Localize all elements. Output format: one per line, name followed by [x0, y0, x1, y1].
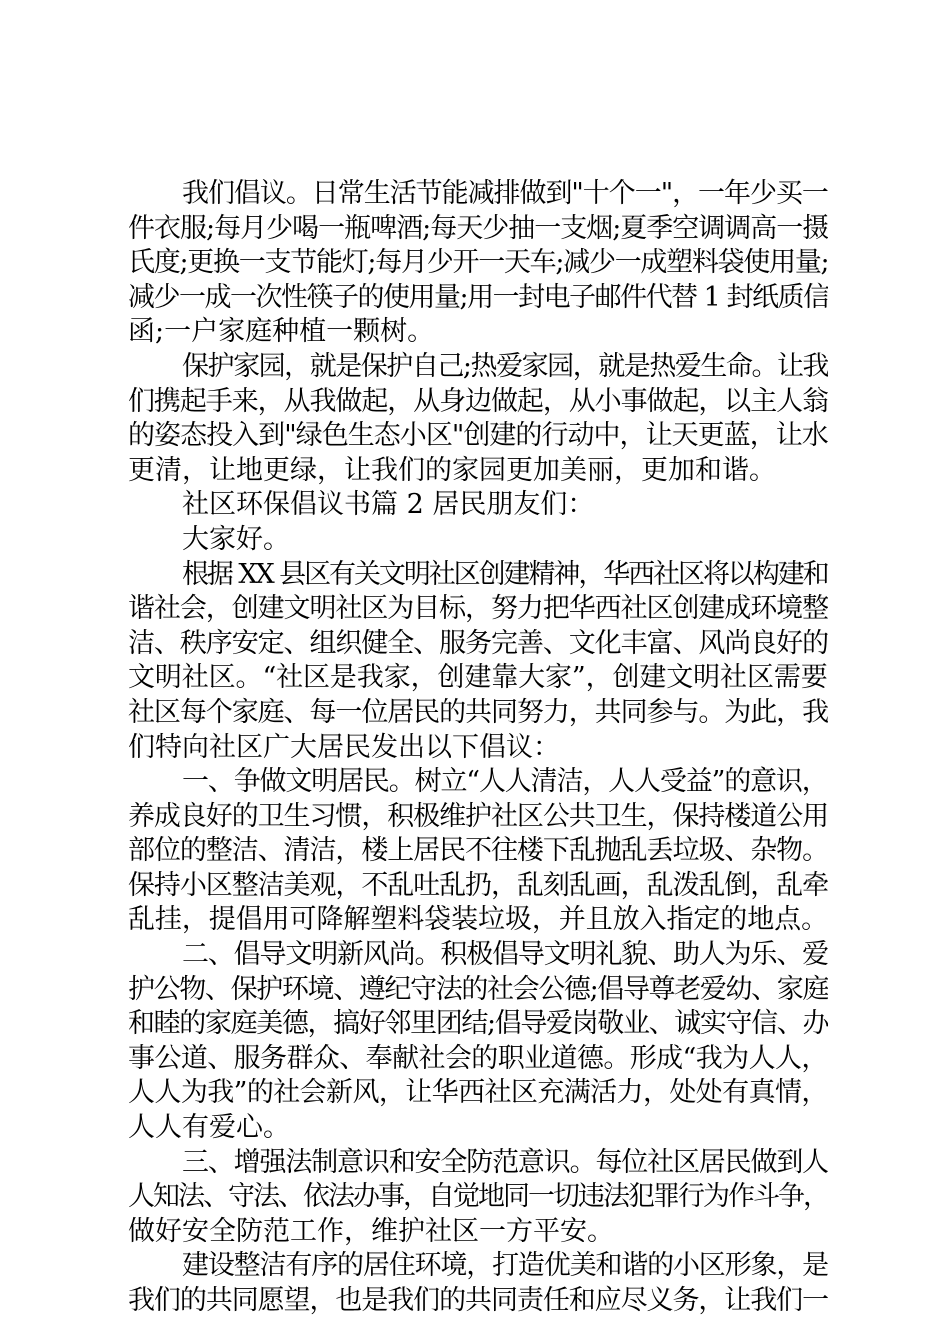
text-line: 乱挂，提倡用可降解塑料袋装垃圾，并且放入指定的地点。 — [128, 904, 828, 936]
paragraph — [128, 765, 828, 938]
text-line: 养成良好的卫生习惯，积极维护社区公共卫生，保持楼道公用 — [128, 800, 828, 832]
paragraph — [128, 523, 828, 558]
text-line: 文明社区。“社区是我家，创建靠大家”，创建文明社区需要 — [128, 662, 828, 694]
paragraph — [128, 938, 828, 1146]
text-line: 人知法、守法、依法办事，自觉地同一切违法犯罪行为作斗争， — [128, 1181, 828, 1213]
paragraph — [128, 488, 828, 523]
paragraph — [128, 1249, 828, 1318]
paragraph — [128, 558, 828, 766]
text-line: 我们倡议。日常生活节能减排做到"十个一"，一年少买一 — [182, 178, 828, 209]
text-line: 根据 XX 县区有关文明社区创建精神，华西社区将以构建和 — [182, 558, 828, 590]
text-line: 我们的共同愿望，也是我们的共同责任和应尽义务，让我们一 — [128, 1285, 828, 1316]
text-line: 保护家园，就是保护自己;热爱家园，就是热爱生命。让我 — [182, 350, 828, 382]
text-line: 氏度;更换一支节能灯;每月少开一天车;减少一成塑料袋使用量; — [128, 247, 828, 279]
text-line: 三、增强法制意识和安全防范意识。每位社区居民做到人 — [182, 1146, 828, 1178]
paragraph — [128, 177, 828, 350]
text-line: 社区环保倡议书篇 2 居民朋友们： — [182, 489, 595, 521]
text-line: 部位的整洁、清洁，楼上居民不往楼下乱抛乱丢垃圾、杂物。 — [128, 835, 828, 867]
text-line: 谐社会，创建文明社区为目标，努力把华西社区创建成环境整 — [128, 593, 828, 625]
text-line: 建设整洁有序的居住环境，打造优美和谐的小区形象，是 — [182, 1250, 828, 1282]
text-line: 函;一户家庭种植一颗树。 — [128, 316, 435, 348]
text-line: 事公道、服务群众、奉献社会的职业道德。形成“我为人人， — [128, 1042, 828, 1074]
text-line: 们特向社区广大居民发出以下倡议： — [128, 731, 560, 763]
text-line: 大家好。 — [182, 523, 290, 555]
document-body — [128, 177, 828, 1319]
text-line: 洁、秩序安定、组织健全、服务完善、文化丰富、风尚良好的 — [128, 627, 828, 659]
text-line: 们携起手来，从我做起，从身边做起，从小事做起，以主人翁 — [128, 385, 828, 417]
text-line: 人人为我”的社会新风，让华西社区充满活力，处处有真情， — [128, 1077, 828, 1109]
paragraph — [128, 1146, 828, 1250]
text-line: 减少一成一次性筷子的使用量;用一封电子邮件代替 1 封纸质信 — [128, 281, 828, 313]
text-line: 护公物、保护环境、遵纪守法的社会公德;倡导尊老爱幼、家庭 — [128, 973, 828, 1005]
text-line: 件衣服;每月少喝一瓶啤酒;每天少抽一支烟;夏季空调调高一摄 — [128, 212, 828, 244]
text-line: 的姿态投入到"绿色生态小区"创建的行动中，让天更蓝，让水 — [128, 420, 828, 452]
text-line: 和睦的家庭美德，搞好邻里团结;倡导爱岗敬业、诚实守信、办 — [128, 1008, 828, 1040]
text-line: 社区每个家庭、每一位居民的共同努力，共同参与。为此，我 — [128, 696, 828, 728]
text-line: 更清，让地更绿，让我们的家园更加美丽，更加和谐。 — [128, 454, 776, 486]
paragraph — [128, 350, 828, 488]
text-line: 人人有爱心。 — [128, 1112, 290, 1144]
text-line: 做好安全防范工作，维护社区一方平安。 — [128, 1215, 614, 1247]
text-line: 二、倡导文明新风尚。积极倡导文明礼貌、助人为乐、爱 — [182, 939, 828, 971]
text-line: 一、争做文明居民。树立“人人清洁，人人受益”的意识， — [182, 766, 828, 798]
text-line: 保持小区整洁美观，不乱吐乱扔，乱刻乱画，乱泼乱倒，乱牵 — [128, 869, 828, 901]
